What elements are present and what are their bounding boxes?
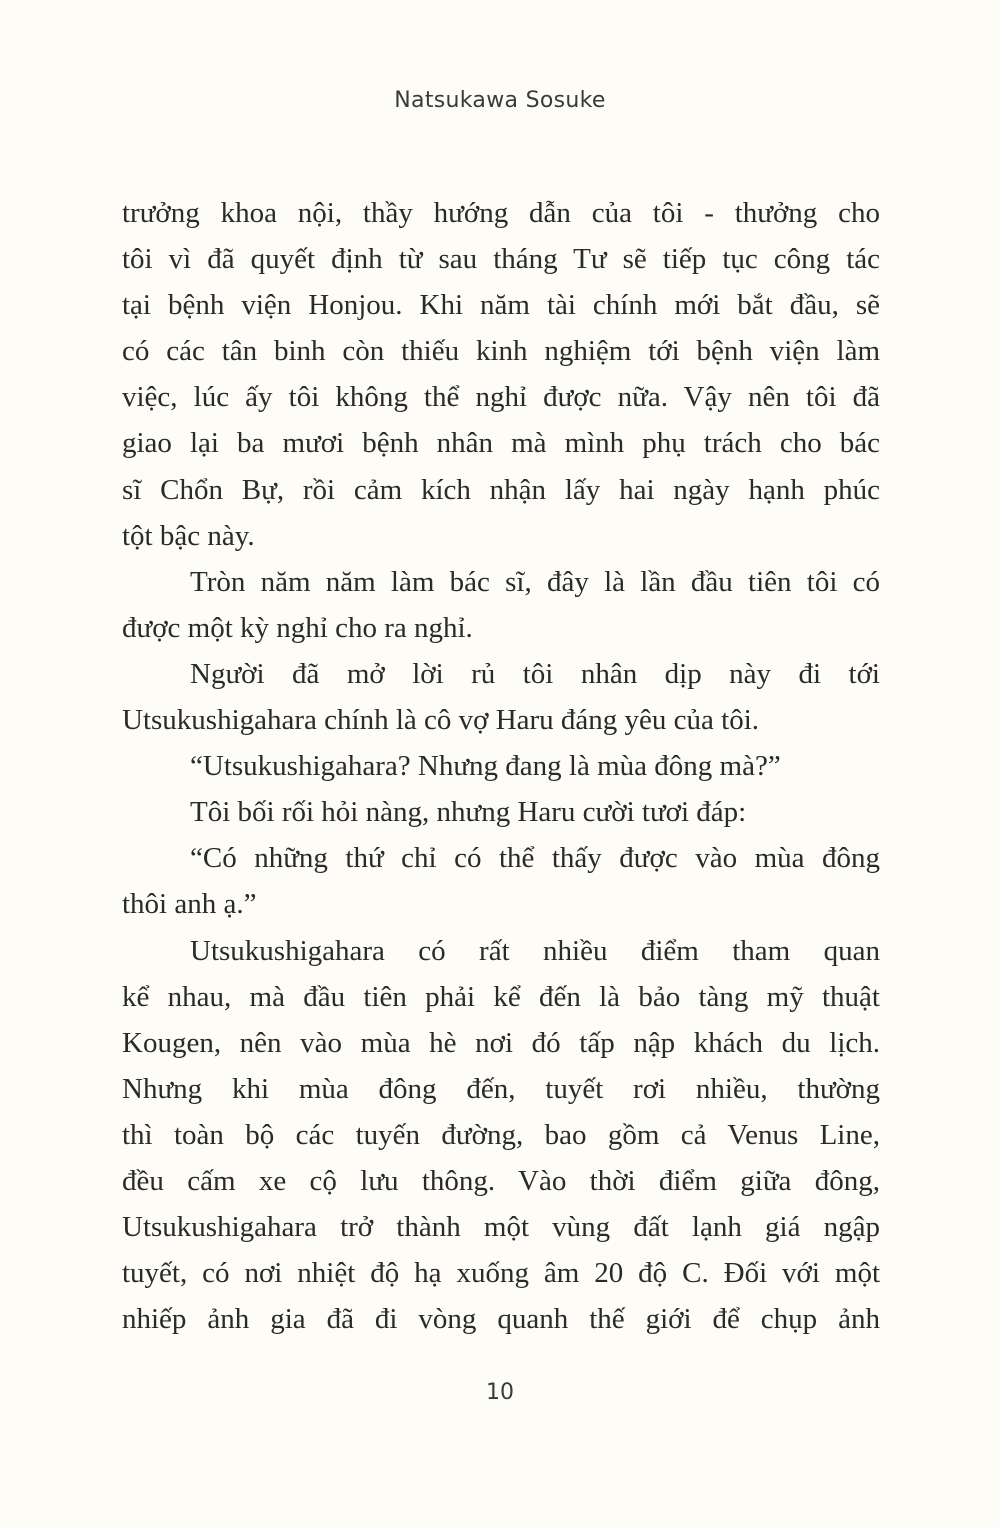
text-line: đều cấm xe cộ lưu thông. Vào thời điểm giữa đông, — [122, 1164, 880, 1197]
text-line: Utsukushigahara có rất nhiều điểm tham quan — [190, 934, 880, 967]
text-line: Utsukushigahara trở thành một vùng đất lạnh giá ngập — [122, 1211, 880, 1244]
text-line: tột bậc này. — [122, 519, 255, 552]
paragraph — [122, 928, 880, 1343]
text-line: có các tân binh còn thiếu kinh nghiệm tới bệnh viện làm — [122, 335, 880, 368]
text-line: sĩ Chổn Bự, rồi cảm kích nhận lấy hai ngày hạnh phúc — [122, 473, 880, 506]
text-line: kể nhau, mà đầu tiên phải kể đến là bảo tàng mỹ thuật — [122, 980, 880, 1013]
text-line: “Có những thứ chỉ có thể thấy được vào mùa đông — [190, 842, 880, 875]
text-line: thôi anh ạ.” — [122, 888, 257, 921]
text-line: Kougen, nên vào mùa hè nơi đó tấp nập khách du lịch. — [122, 1026, 880, 1059]
text-line: Tròn năm năm làm bác sĩ, đây là lần đầu tiên tôi có — [190, 565, 880, 598]
paragraph — [122, 743, 880, 789]
text-line: giao lại ba mươi bệnh nhân mà mình phụ trách cho bác — [122, 427, 880, 460]
page-number: 10 — [486, 1380, 514, 1405]
text-line: tại bệnh viện Honjou. Khi năm tài chính mới bắt đầu, sẽ — [122, 289, 880, 322]
text-line: thì toàn bộ các tuyến đường, bao gồm cả Venus Line, — [122, 1118, 880, 1151]
text-line: trưởng khoa nội, thầy hướng dẫn của tôi - thưởng cho — [122, 197, 880, 229]
text-line: tuyết, có nơi nhiệt độ hạ xuống âm 20 độ C. Đối với một — [122, 1257, 880, 1290]
text-line: nhiếp ảnh gia đã đi vòng quanh thế giới để chụp ảnh — [122, 1303, 880, 1336]
text-line: Nhưng khi mùa đông đến, tuyết rơi nhiều, thường — [122, 1072, 880, 1105]
paragraph — [122, 651, 880, 743]
text-line: được một kỳ nghỉ cho ra nghỉ. — [122, 611, 473, 644]
running-header: Natsukawa Sosuke — [394, 88, 606, 113]
paragraph — [122, 835, 880, 927]
text-line: Người đã mở lời rủ tôi nhân dịp này đi tới — [190, 657, 880, 690]
text-line: Tôi bối rối hỏi nàng, nhưng Haru cười tươi đáp: — [190, 796, 747, 829]
page-body-text — [122, 190, 880, 1342]
text-line: việc, lúc ấy tôi không thể nghỉ được nữa. Vậy nên tôi đã — [122, 381, 880, 414]
text-line: “Utsukushigahara? Nhưng đang là mùa đông mà?” — [190, 750, 781, 783]
paragraph — [122, 190, 880, 559]
text-line: Utsukushigahara chính là cô vợ Haru đáng yêu của tôi. — [122, 704, 760, 737]
text-line: tôi vì đã quyết định từ sau tháng Tư sẽ tiếp tục công tác — [122, 243, 880, 276]
paragraph — [122, 789, 880, 835]
paragraph — [122, 559, 880, 651]
